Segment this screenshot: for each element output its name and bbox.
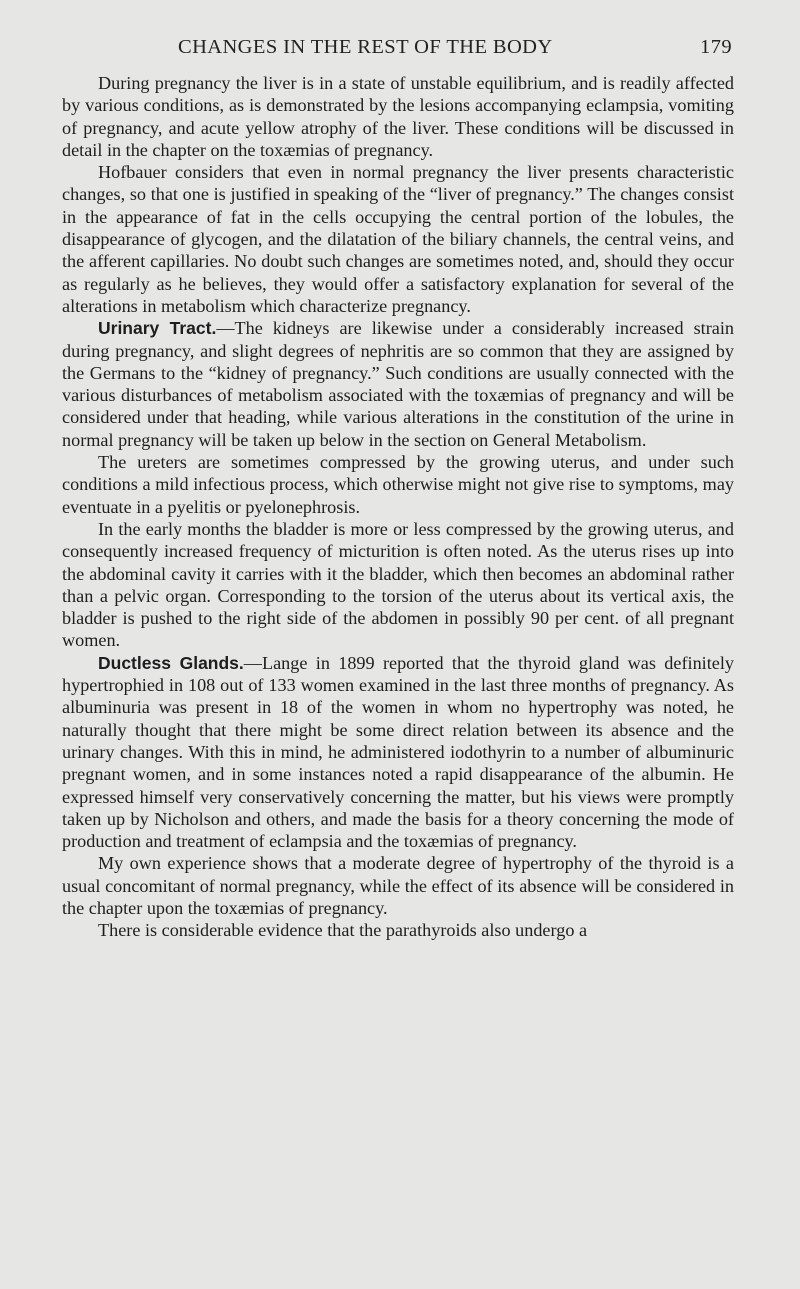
paragraph-text: —The kidneys are likewise under a considerably increased strain during pregnancy, and slight degrees of nephritis are so common that they are assigned by the Germans to the “kidney of pregnancy.” Such conditions are usually connected with the various disturbances of metabolism associated with the toxæmias of pregnancy and will be considered under that heading, while various alterations in the constitution of the urine in normal pregnancy will be taken up below in the section on General Metabolism. <box>62 318 734 450</box>
paragraph-thyroid-experience <box>62 852 734 919</box>
paragraph-ureters <box>62 451 734 518</box>
section-heading-urinary-tract: Urinary Tract. <box>98 318 217 339</box>
running-head <box>62 36 732 62</box>
paragraph-text: During pregnancy the liver is in a state of unstable equilibrium, and is readily affected by various conditions, as is demonstrated by the lesions accompanying eclampsia, vomiting of pregnancy, and acute yellow atrophy of the liver. These conditions will be discussed in detail in the chapter on the toxæmias of pregnancy. <box>62 73 734 160</box>
paragraph-text: —Lange in 1899 reported that the thyroid gland was definitely hypertrophied in 108 out of 133 women examined in the last three months of pregnancy. As albuminuria was present in 18 of the women in whom no hypertrophy was noted, he naturally thought that there might be some direct relation between its absence and the urinary changes. With this in mind, he administered iodothyrin to a number of albuminuric pregnant women, and in some instances noted a rapid disappearance of the albumin. He expressed himself very conservatively concerning the matter, but his views were promptly taken up by Nicholson and others, and made the basis for a theory concerning the mode of production and treatment of eclampsia and the toxæmias of pregnancy. <box>62 652 734 852</box>
paragraph-text: In the early months the bladder is more or less compressed by the growing uterus, and consequently increased frequency of micturition is often noted. As the uterus rises up into the abdominal cavity it carries with it the bladder, which then becomes an abdominal rather than a pelvic organ. Corresponding to the torsion of the uterus about its vertical axis, the bladder is pushed to the right side of the abdomen in possibly 90 per cent. of all pregnant women. <box>62 518 734 651</box>
paragraph-text: Hofbauer considers that even in normal pregnancy the liver presents characteristic changes, so that one is justified in speaking of the “liver of pregnancy.” The changes consist in the appearance of fat in the cells occupying the central portion of the lobules, the disappearance of glycogen, and the dilatation of the biliary channels, the central veins, and the afferent capillaries. No doubt such changes are sometimes noted, and, should they occur as regularly as he believes, they would offer a satisfactory explanation for several of the alterations in metabolism which characterize pregnancy. <box>62 162 734 316</box>
chapter-title: CHANGES IN THE REST OF THE BODY <box>178 36 553 58</box>
paragraph-ductless-glands <box>62 652 734 853</box>
paragraph-parathyroids <box>62 919 734 941</box>
paragraph-text: My own experience shows that a moderate degree of hypertrophy of the thyroid is a usual concomitant of normal pregnancy, while the effect of its absence will be considered in the chapter upon the toxæmias of pregnancy. <box>62 853 734 918</box>
paragraph-urinary-tract <box>62 317 734 451</box>
paragraph-liver-equilibrium <box>62 72 734 161</box>
paragraph-bladder <box>62 518 734 652</box>
section-heading-ductless-glands: Ductless Glands. <box>98 652 244 673</box>
page-number: 179 <box>700 36 732 58</box>
paragraph-hofbauer <box>62 161 734 317</box>
paragraph-text: The ureters are sometimes compressed by the growing uterus, and under such conditions a mild infectious process, which otherwise might not give rise to symptoms, may eventuate in a pyelitis or pyelonephrosis. <box>62 452 734 517</box>
paragraph-text: There is considerable evidence that the parathyroids also undergo a <box>98 920 588 941</box>
body-text <box>62 72 734 942</box>
